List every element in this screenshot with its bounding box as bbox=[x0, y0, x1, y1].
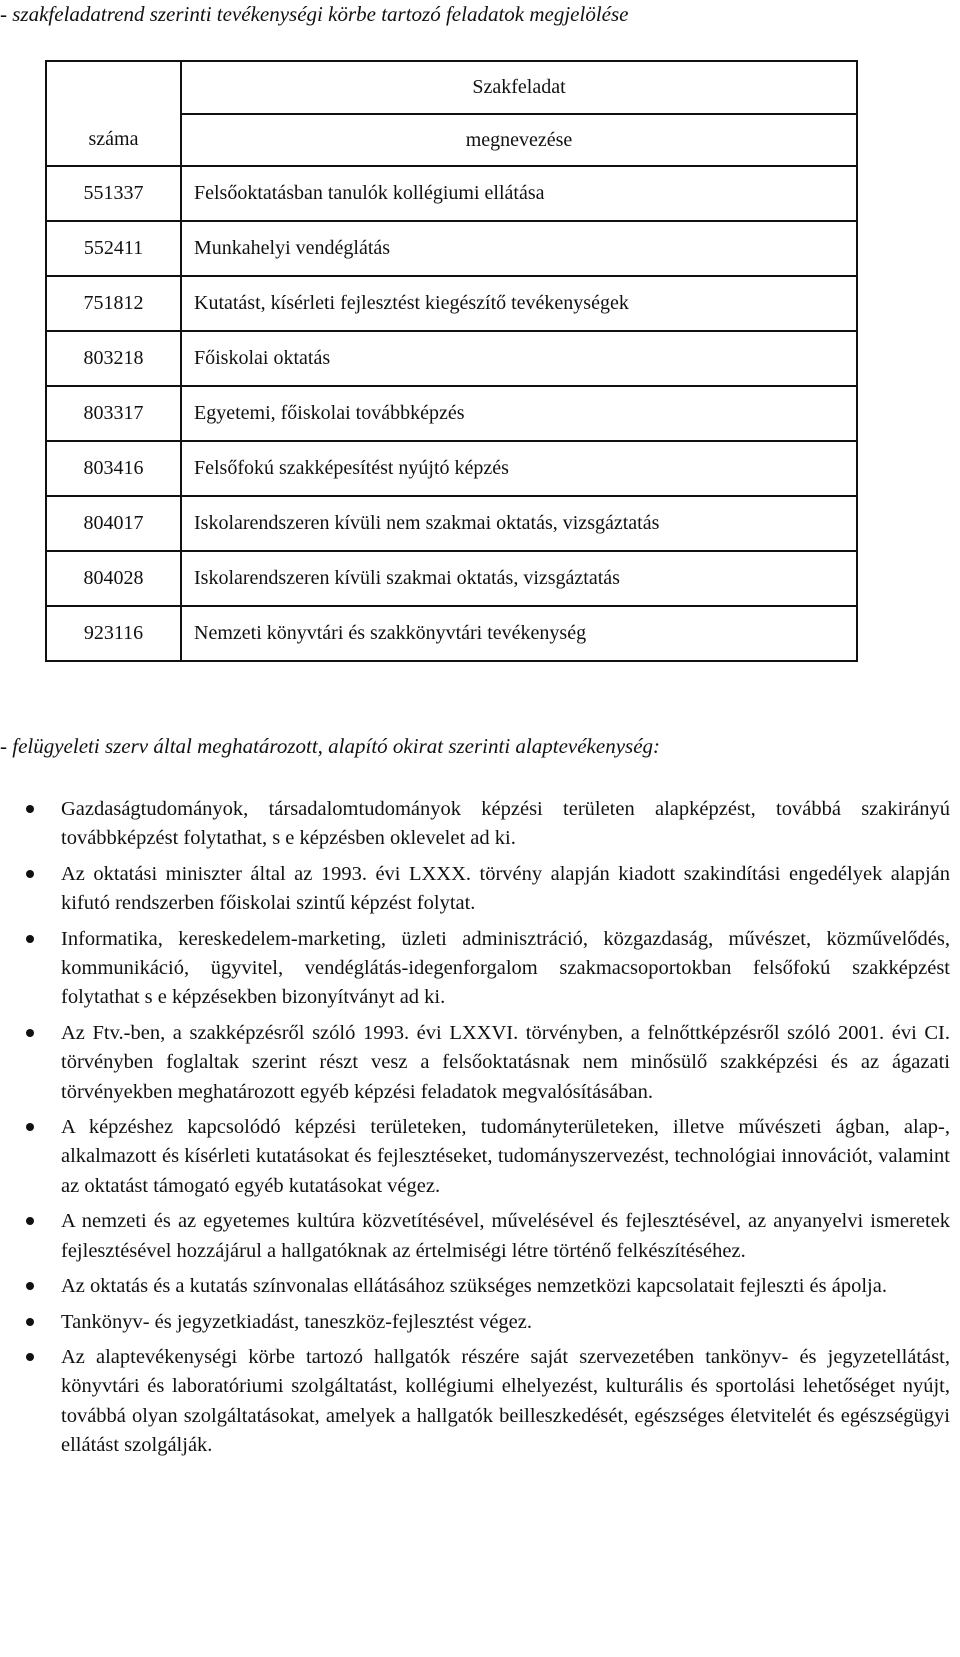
table-row bbox=[46, 276, 857, 331]
row-code: 803416 bbox=[46, 441, 181, 496]
list-item bbox=[0, 860, 950, 919]
list-item-text: Gazdaságtudományok, társadalomtudományok képzési területen alapképzést, továbbá szakirányú továbbképzést folytathat, s e képzésben oklevelet ad ki. bbox=[61, 798, 950, 850]
bullet-icon bbox=[26, 870, 34, 878]
bullet-icon bbox=[26, 1282, 34, 1290]
list-item bbox=[0, 1019, 950, 1107]
row-name: Egyetemi, főiskolai továbbképzés bbox=[181, 386, 857, 441]
bullet-icon bbox=[26, 1217, 34, 1225]
column-header-number: száma bbox=[46, 114, 181, 166]
table-row bbox=[46, 551, 857, 606]
list-item-text: Az oktatási miniszter által az 1993. évi LXXX. törvény alapján kiadott szakindítási engedélyek alapján kifutó rendszerben főiskolai szintű képzést folytat. bbox=[61, 862, 950, 915]
row-code: 804028 bbox=[46, 551, 181, 606]
bullet-icon bbox=[26, 1353, 34, 1361]
section-heading-alaptevekenyseg: - felügyeleti szerv által meghatározott, alapító okirat szerinti alaptevékenység: bbox=[0, 734, 661, 758]
row-name: Főiskolai oktatás bbox=[181, 331, 857, 386]
list-item bbox=[0, 925, 950, 1013]
bullet-icon bbox=[26, 1318, 34, 1326]
bullet-icon bbox=[26, 1029, 34, 1037]
row-code: 804017 bbox=[46, 496, 181, 551]
bullet-icon bbox=[26, 805, 34, 813]
bullet-icon bbox=[26, 935, 34, 943]
activity-list bbox=[0, 795, 950, 1467]
table-header-row bbox=[46, 114, 857, 166]
table-row bbox=[46, 441, 857, 496]
table-row bbox=[46, 166, 857, 221]
list-item bbox=[0, 1207, 950, 1266]
list-item-text: A nemzeti és az egyetemes kultúra közvetítésével, művelésével és fejlesztésével, az anyanyelvi ismeretek fejlesztésével hozzájárul a hallgatóknak az értelmiségi létre történő felkészítéséhez. bbox=[61, 1210, 950, 1262]
table-row bbox=[46, 221, 857, 276]
table-body bbox=[46, 166, 857, 661]
row-code: 803317 bbox=[46, 386, 181, 441]
table-title-row bbox=[46, 61, 857, 114]
row-code: 552411 bbox=[46, 221, 181, 276]
list-item-text: Az Ftv.-ben, a szakképzésről szóló 1993. évi LXXVI. törvényben, a felnőttképzésről szóló 2001. évi CI. törvényben foglaltak szerint részt vesz a felsőoktatásnak nem minősülő szakképzési és az ágazati törvényekben meghatározott egyéb képzési feladatok megvalósításában. bbox=[61, 1021, 950, 1103]
list-item-text: Informatika, kereskedelem-marketing, üzleti adminisztráció, közgazdaság, művészet, közművelődés, kommunikáció, ügyvitel, vendéglátás-idegenforgalom szakmacsoportokban felsőfokú szakképzést folytathat s e képzésekben bizonyítványt ad ki. bbox=[61, 927, 950, 1009]
table-row bbox=[46, 331, 857, 386]
table-row bbox=[46, 496, 857, 551]
table-row bbox=[46, 386, 857, 441]
row-name: Felsőoktatásban tanulók kollégiumi ellátása bbox=[181, 166, 857, 221]
list-item bbox=[0, 795, 950, 854]
list-item bbox=[0, 1272, 950, 1301]
list-item bbox=[0, 1308, 950, 1337]
row-name: Nemzeti könyvtári és szakkönyvtári tevékenység bbox=[181, 606, 857, 661]
row-name: Iskolarendszeren kívüli nem szakmai oktatás, vizsgáztatás bbox=[181, 496, 857, 551]
row-code: 751812 bbox=[46, 276, 181, 331]
table-title: Szakfeladat bbox=[181, 61, 857, 114]
section-heading-szakfeladatrend: - szakfeladatrend szerinti tevékenységi körbe tartozó feladatok megjelölése bbox=[0, 2, 629, 26]
list-item-text: Az alaptevékenységi körbe tartozó hallgatók részére saját szervezetében tankönyv- és jegyzetellátást, könyvtári és laboratóriumi szolgáltatást, kollégiumi elhelyezést, kulturális és sportolási lehetőséget nyújt, továbbá olyan szolgáltatásokat, amelyek a hallgatók beilleszkedését, egészséges életvitelét és egészségügyi ellátást szolgálják. bbox=[61, 1345, 950, 1457]
row-name: Kutatást, kísérleti fejlesztést kiegészítő tevékenységek bbox=[181, 276, 857, 331]
szakfeladat-table bbox=[45, 60, 858, 662]
list-item bbox=[0, 1343, 950, 1461]
list-item-text: A képzéshez kapcsolódó képzési területeken, tudományterületeken, illetve művészeti ágban, alap-, alkalmazott és kísérleti kutatásokat és fejlesztéseket, tudományszervezést, technológiai innovációt, valamint az oktatást támogató egyéb kutatásokat végez. bbox=[61, 1116, 950, 1197]
list-item bbox=[0, 1113, 950, 1201]
row-code: 923116 bbox=[46, 606, 181, 661]
row-name: Iskolarendszeren kívüli szakmai oktatás, vizsgáztatás bbox=[181, 551, 857, 606]
table-row bbox=[46, 606, 857, 661]
column-header-name: megnevezése bbox=[181, 114, 857, 166]
row-code: 551337 bbox=[46, 166, 181, 221]
row-name: Felsőfokú szakképesítést nyújtó képzés bbox=[181, 441, 857, 496]
row-name: Munkahelyi vendéglátás bbox=[181, 221, 857, 276]
list-item-text: Tankönyv- és jegyzetkiadást, taneszköz-fejlesztést végez. bbox=[61, 1310, 532, 1333]
table-empty-cell bbox=[46, 61, 181, 114]
list-item-text: Az oktatás és a kutatás színvonalas ellátásához szükséges nemzetközi kapcsolatait fejleszti és ápolja. bbox=[61, 1275, 887, 1298]
bullet-icon bbox=[26, 1123, 34, 1131]
row-code: 803218 bbox=[46, 331, 181, 386]
